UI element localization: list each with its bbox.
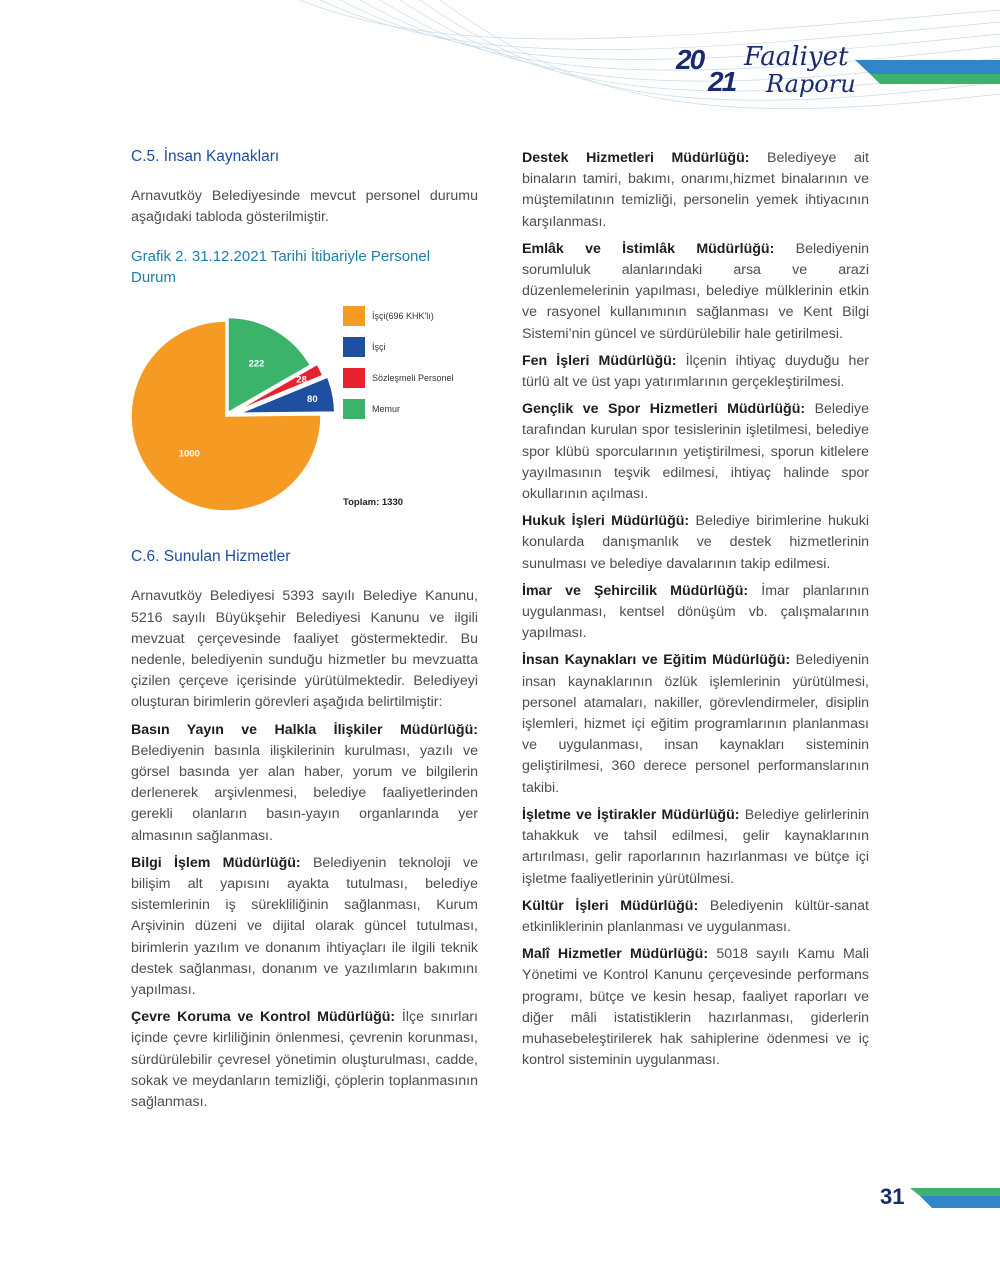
unit-description: İlçenin ihtiyaç duyduğu her türlü alt ve üst yapı yatırımlarının gerçekleştirilmesi. [522, 352, 869, 391]
unit-name: Fen İşleri Müdürlüğü: [522, 352, 677, 369]
unit-paragraph [522, 581, 869, 645]
unit-name: Kültür İşleri Müdürlüğü: [522, 897, 699, 914]
logo-year-part-1: 20 [676, 44, 704, 75]
personnel-pie-chart [131, 298, 478, 528]
unit-paragraph [522, 399, 869, 505]
section-c5-title: C.5. İnsan Kaynakları [131, 148, 280, 165]
unit-paragraph [522, 351, 869, 393]
unit-paragraph [522, 511, 869, 575]
unit-description: 5018 sayılı Kamu Mali Yönetimi ve Kontrol Kanunu çerçevesinde performans programı, bütçe ve kesin hesap, faaliyet raporları ve diğer mâli istatistiklerin hazırlanması, giderlerin muhasebeleştirilerek hak sahiplerine ödenmesi ve iç kontrol sisteminin uygulanması. [522, 946, 869, 1069]
unit-name: İşletme ve İştirakler Müdürlüğü: [522, 806, 740, 823]
unit-paragraph [131, 853, 478, 1001]
footer-bar-decoration [910, 1188, 1000, 1212]
unit-paragraph [522, 896, 869, 938]
unit-paragraph [522, 239, 869, 345]
unit-description: Belediyenin sorumluluk alanlarındaki arsa ve arazi düzenlemelerinin yapılması, belediye mülklerinin etkin ve rasyonel kullanımının sağlanması ve Kent Bilgi Sistemi’nin güncel ve sürdürülebilir hale getirilmesi. [522, 240, 869, 342]
unit-description: Belediyenin teknoloji ve bilişim alt yapısını ayakta tutulması, belediye sistemlerinin iş sürekliliğinin sağlanması, Kurum Arşivinin düzeni ve dijital olarak güncel tutulması, birimlerin yazılım ve donanım ihtiyaçları ile ilgili teknik destek sağlanması, donanım ve yazılımların bakımını yapılması. [131, 854, 478, 999]
pie-value-label: 28 [296, 374, 307, 386]
pie-value-label: 1000 [178, 449, 200, 461]
section-c5-text: Arnavutköy Belediyesinde mevcut personel durumu aşağıdaki tabloda gösterilmiştir. [131, 188, 478, 226]
section-c6-title: C.6. Sunulan Hizmetler [131, 548, 291, 566]
unit-name: Hukuk İşleri Müdürlüğü: [522, 513, 690, 530]
unit-description: Belediyeye ait binaların tamiri, bakımı, onarımı,hizmet binalarının ve müştemilatının temizliği, personelin yemek ihtiyacının karşılanması. [522, 150, 869, 230]
pie-value-label: 222 [248, 359, 265, 371]
logo-script-line-2: Raporu [766, 70, 856, 98]
unit-paragraph [522, 650, 869, 798]
unit-name: Çevre Koruma ve Kontrol Müdürlüğü: [131, 1009, 396, 1026]
left-column [131, 148, 478, 1119]
unit-paragraph [131, 720, 478, 847]
pie-chart-svg [131, 298, 478, 528]
chart-caption: Grafik 2. 31.12.2021 Tarihi İtibariyle Personel Durum [131, 248, 431, 287]
legend-swatch [343, 306, 365, 326]
unit-description: İmar planlarının uygulanması, kentsel dönüşüm vb. çalışmalarının yapılması. [522, 582, 869, 642]
unit-description: Belediye gelirlerinin tahakkuk ve tahsil edilmesi, gelir kaynaklarının artırılması, gelir raporlarının hazırlanması ve bütçe içi işletme faaliyetlerinin yürütülmesi. [522, 806, 869, 887]
legend-swatch [343, 399, 365, 419]
unit-description: Belediyenin kültür-sanat etkinliklerinin planlanması ve uygulanması. [522, 897, 869, 935]
page-number: 31 [880, 1184, 905, 1209]
unit-paragraph [522, 148, 869, 233]
logo-script-line-1: Faaliyet [744, 42, 849, 72]
legend-label: İşçi [372, 342, 386, 353]
unit-description: Belediyenin insan kaynaklarının özlük işlemlerinin yürütülmesi, personel atamaları, nakiller, görevlendirmeler, disiplin işlemleri, hizmet içi eğitim programlarının planlanması ve uygulanması, insan kaynakları sisteminin geliştirilmesi, 360 derece personel performanslarının takibi. [522, 652, 869, 796]
unit-paragraph [522, 805, 869, 890]
unit-name: İmar ve Şehircilik Müdürlüğü: [522, 582, 749, 599]
unit-description: İlçe sınırları içinde çevre kirliliğinin önlenmesi, çevrenin korunması, sürdürülebilir çevresel yönetimin oluşturulması, cadde, sokak ve meydanların temizliği, çöplerin toplanmasının sağlanması. [131, 1009, 479, 1111]
unit-name: İnsan Kaynakları ve Eğitim Müdürlüğü: [522, 652, 791, 669]
report-logo [672, 42, 856, 102]
chart-total-label: Toplam: 1330 [343, 497, 404, 509]
unit-name: Gençlik ve Spor Hizmetleri Müdürlüğü: [522, 401, 806, 418]
unit-paragraph [522, 944, 869, 1071]
unit-name: Malî Hizmetler Müdürlüğü: [522, 946, 709, 963]
legend-label: Sözleşmeli Personel [372, 373, 454, 384]
legend-swatch [343, 368, 365, 388]
unit-paragraph [131, 1007, 478, 1113]
logo-year-part-2: 21 [708, 66, 736, 97]
unit-name: Emlâk ve İstimlâk Müdürlüğü: [522, 240, 775, 257]
unit-description: Belediye tarafından kurulan spor tesislerinin işletilmesi, belediye spor klübü sporcularının yetiştirilmesi, sporun kitlelere yayılmasının teşvik edilmesi, ihtiyaç halinde spor okullarının açılması. [522, 401, 869, 503]
section-c6-text: Arnavutköy Belediyesi 5393 sayılı Belediye Kanunu, 5216 sayılı Büyükşehir Belediyesi Kanunu ve ilgili mevzuat çerçevesinde faaliyet göstermektedir. Bu nedenle, belediyenin sunduğu hizmetler bu mevzuatta çizilen çerçeve içerisinde yürütülmektedir. Belediyeyi oluşturan birimlerin görevleri aşağıda belirtilmiştir: [131, 588, 478, 711]
unit-name: Destek Hizmetleri Müdürlüğü: [522, 150, 750, 166]
unit-description: Belediyenin basınla ilişkilerinin kurulması, yazılı ve görsel basında yer alan haber, yorum ve bilgilerin derlenerek arşivlenmesi, belediye faaliyetlerinden gerekli olanların basın-yayın organlarında yer almasının sağlanması. [131, 742, 478, 844]
right-column [522, 148, 869, 1077]
legend-swatch [343, 337, 365, 357]
legend-label: İşçi(696 KHK'lı) [372, 311, 434, 322]
unit-name: Basın Yayın ve Halkla İlişkiler Müdürlüğü: [131, 721, 478, 738]
pie-value-label: 80 [307, 394, 318, 406]
legend-label: Memur [372, 404, 401, 415]
unit-name: Bilgi İşlem Müdürlüğü: [131, 854, 301, 871]
unit-description: Belediye birimlerine hukuki konularda danışmanlık ve destek hizmetlerinin sunulması ve belediye davalarının takip edilmesi. [522, 513, 870, 572]
